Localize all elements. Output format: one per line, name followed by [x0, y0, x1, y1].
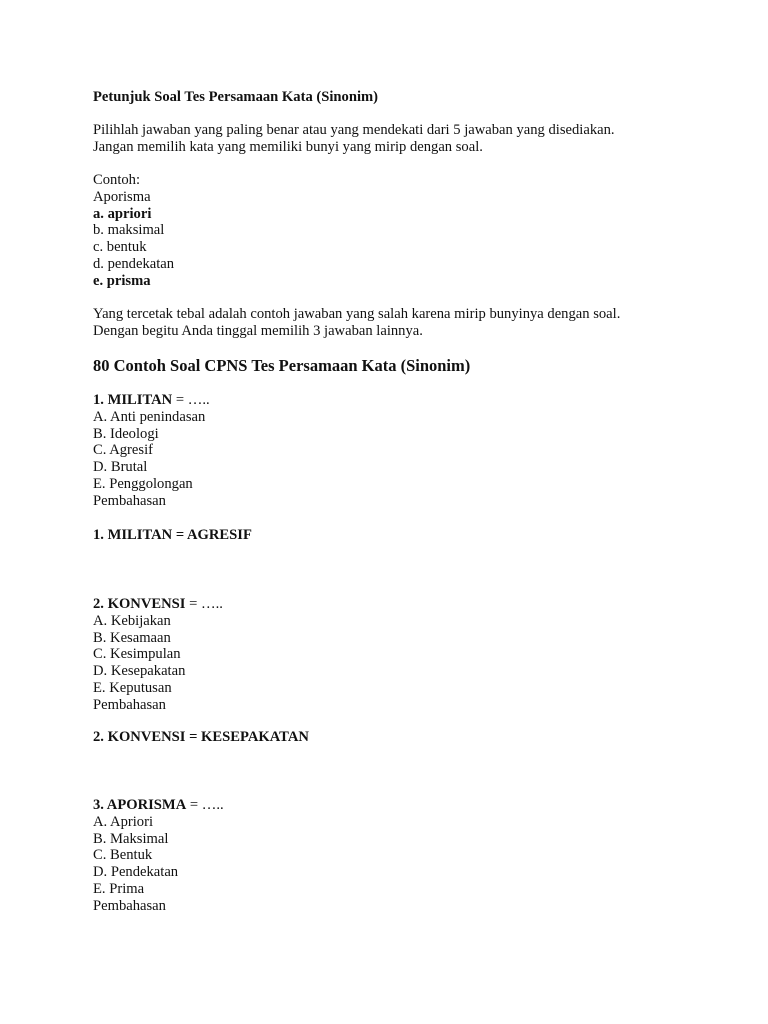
option: C. Agresif	[93, 442, 153, 459]
question-prompt	[93, 596, 223, 613]
option: A. Kebijakan	[93, 612, 171, 629]
option: B. Maksimal	[93, 830, 169, 847]
example-word: Aporisma	[93, 188, 151, 205]
example-label: Contoh:	[93, 172, 141, 188]
paragraph-line: Jangan memilih kata yang memiliki bunyi yang mirip dengan soal.	[93, 138, 483, 155]
option: A. Apriori	[93, 813, 153, 830]
option: E. Prima	[93, 880, 145, 897]
option: B. Ideologi	[93, 425, 159, 442]
note-line: Dengan begitu Anda tinggal memilih 3 jawaban lainnya.	[93, 322, 423, 339]
example-option: c. bentuk	[93, 239, 147, 256]
discussion-label: Pembahasan	[93, 897, 166, 914]
example-option: d. pendekatan	[93, 255, 175, 272]
question-blank: = …..	[172, 392, 210, 408]
question-blank: = …..	[186, 797, 224, 813]
answer-text: 2. KONVENSI = KESEPAKATAN	[93, 729, 309, 745]
answer-text: 1. MILITAN = AGRESIF	[93, 527, 252, 543]
option: E. Penggolongan	[93, 475, 193, 492]
example-option: a. apriori	[93, 205, 152, 222]
answer-2	[93, 729, 309, 746]
question-blank: = …..	[185, 596, 223, 612]
question-prompt	[93, 392, 210, 409]
question-2	[93, 596, 223, 714]
example-option: e. prisma	[93, 272, 151, 289]
question-word: 3. APORISMA	[93, 797, 187, 813]
discussion-label: Pembahasan	[93, 696, 166, 713]
section-heading: 80 Contoh Soal CPNS Tes Persamaan Kata (Sinonim)	[93, 356, 471, 375]
example-option: b. maksimal	[93, 222, 165, 239]
question-1	[93, 392, 210, 510]
instructions-title	[93, 89, 378, 106]
option: A. Anti penindasan	[93, 408, 206, 425]
question-prompt	[93, 797, 224, 814]
paragraph-line: Pilihlah jawaban yang paling benar atau yang mendekati dari 5 jawaban yang disediakan.	[93, 122, 615, 138]
note-paragraph	[93, 306, 620, 340]
answer-1	[93, 527, 252, 544]
example-block	[93, 172, 174, 290]
question-3	[93, 797, 224, 915]
option: C. Bentuk	[93, 847, 153, 864]
question-word: 1. MILITAN	[93, 392, 173, 408]
instructions-heading: Petunjuk Soal Tes Persamaan Kata (Sinonim)	[93, 89, 379, 105]
note-line: Yang tercetak tebal adalah contoh jawaban yang salah karena mirip bunyinya dengan soal.	[93, 306, 621, 322]
option: D. Pendekatan	[93, 864, 179, 881]
section-title	[93, 358, 470, 375]
option: E. Keputusan	[93, 679, 172, 696]
discussion-label: Pembahasan	[93, 492, 166, 509]
instructions-paragraph	[93, 122, 615, 156]
option: B. Kesamaan	[93, 629, 171, 646]
option: D. Kesepakatan	[93, 663, 186, 680]
option: C. Kesimpulan	[93, 646, 181, 663]
question-word: 2. KONVENSI	[93, 596, 186, 612]
option: D. Brutal	[93, 459, 148, 476]
